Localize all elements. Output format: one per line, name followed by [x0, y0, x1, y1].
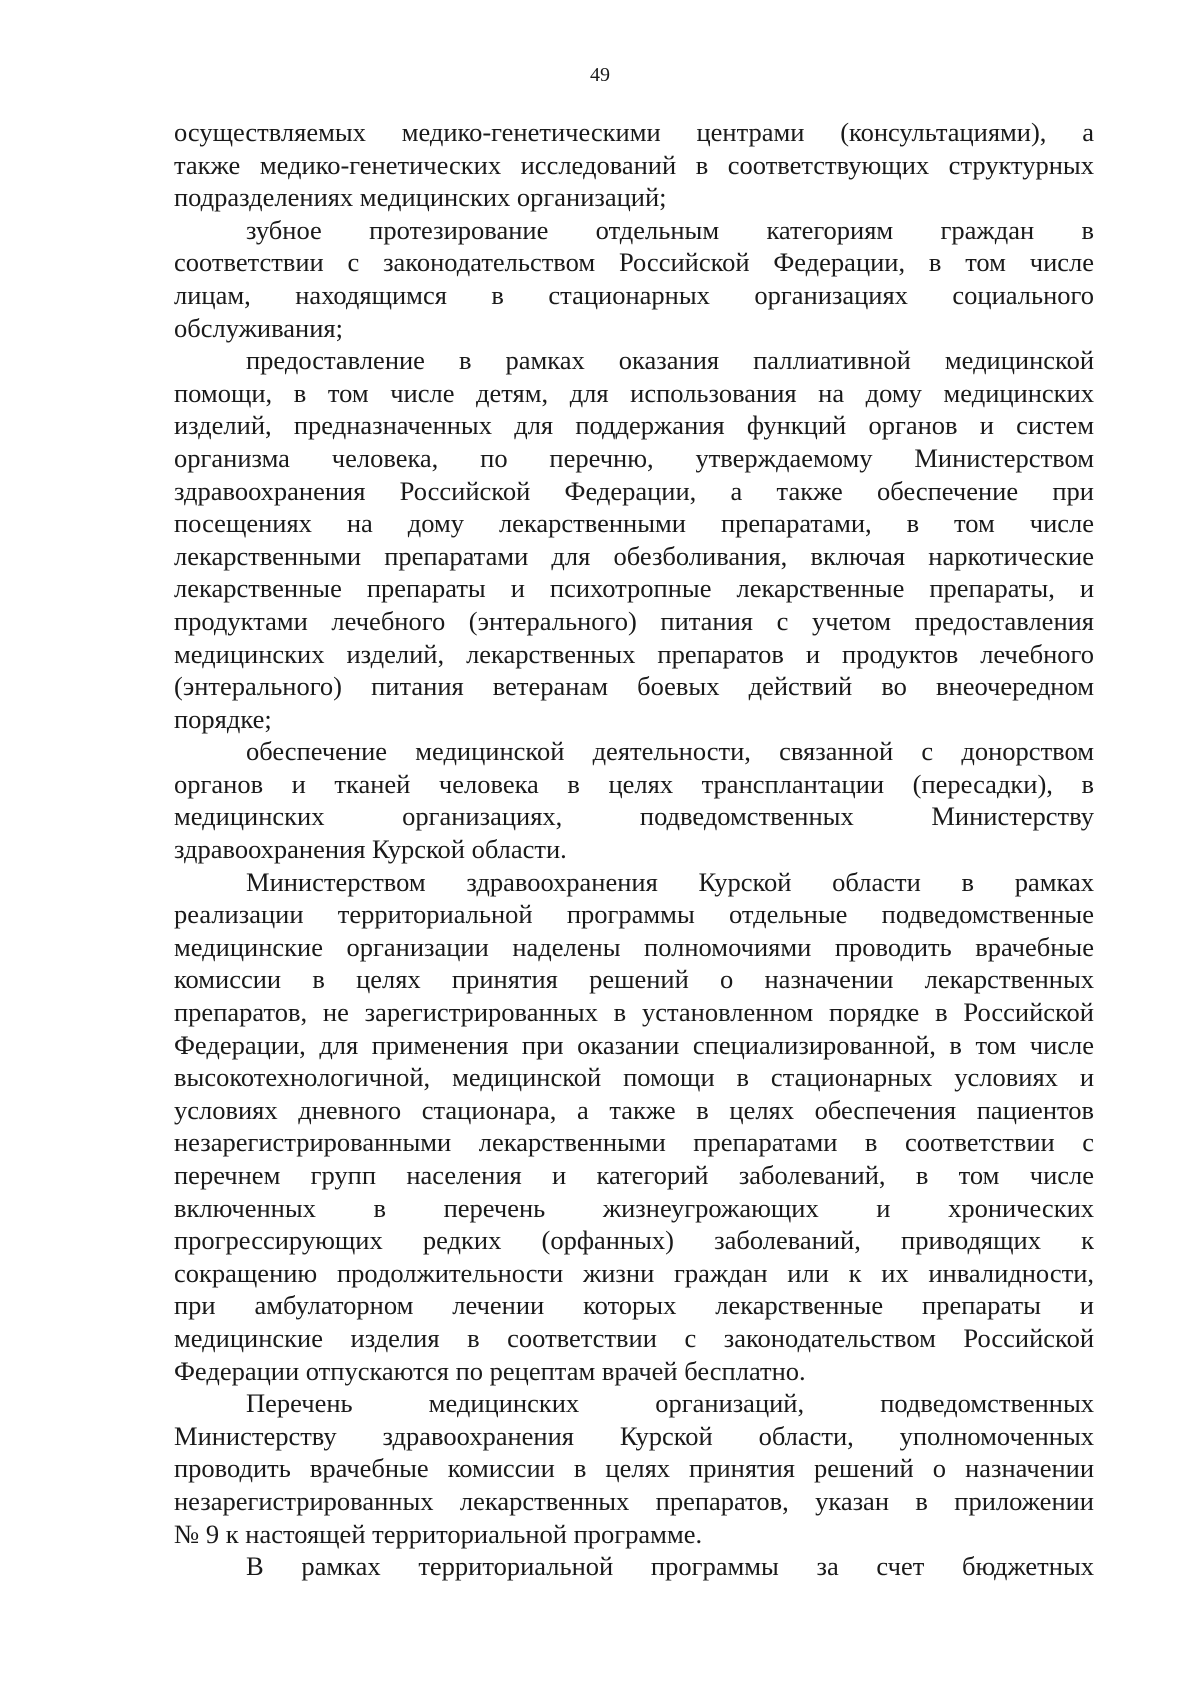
text-line: реализации территориальной программы отдельные подведомственные	[174, 899, 1094, 930]
text-line: органов и тканей человека в целях трансплантации (пересадки), в	[174, 768, 1094, 799]
text-line: Министерством здравоохранения Курской области в рамках	[246, 866, 1094, 897]
text-line: препаратов, не зарегистрированных в установленном порядке в Российской	[174, 997, 1094, 1028]
text-line: здравоохранения Российской Федерации, а также обеспечение при	[174, 475, 1094, 506]
text-line: комиссии в целях принятия решений о назначении лекарственных	[174, 964, 1094, 995]
text-line: здравоохранения Курской области.	[174, 834, 567, 865]
text-line: при амбулаторном лечении которых лекарственные препараты и	[174, 1290, 1094, 1321]
text-line: лекарственными препаратами для обезболивания, включая наркотические	[174, 540, 1094, 571]
text-line: сокращению продолжительности жизни граждан или к их инвалидности,	[174, 1257, 1094, 1288]
text-line: медицинские организации наделены полномочиями проводить врачебные	[174, 931, 1094, 962]
text-line: перечнем групп населения и категорий заболеваний, в том числе	[174, 1160, 1094, 1190]
text-line: прогрессирующих редких (орфанных) заболеваний, приводящих к	[174, 1225, 1094, 1256]
text-line: изделий, предназначенных для поддержания функций органов и систем	[174, 410, 1094, 441]
text-line: обслуживания;	[174, 312, 343, 343]
text-line: посещениях на дому лекарственными препаратами, в том числе	[174, 508, 1094, 539]
text-line: незарегистрированными лекарственными препаратами в соответствии с	[174, 1127, 1094, 1158]
text-line: Федерации отпускаются по рецептам врачей бесплатно.	[174, 1355, 806, 1386]
text-line: лицам, находящимся в стационарных организациях социального	[174, 279, 1094, 310]
text-line: В рамках территориальной программы за счет бюджетных	[246, 1551, 1094, 1582]
text-line: незарегистрированных лекарственных препаратов, указан в приложении	[174, 1485, 1094, 1516]
text-line: медицинских изделий, лекарственных препаратов и продуктов лечебного	[174, 638, 1094, 669]
page-number: 49	[590, 64, 610, 86]
text-line: помощи, в том числе детям, для использования на дому медицинских	[174, 377, 1094, 408]
body-text	[174, 116, 1094, 1583]
text-line: соответствии с законодательством Российской Федерации, в том числе	[174, 247, 1094, 278]
text-line: предоставление в рамках оказания паллиативной медицинской	[246, 345, 1094, 376]
text-line: зубное протезирование отдельным категориям граждан в	[246, 214, 1094, 245]
text-line: № 9 к настоящей территориальной программе.	[174, 1518, 703, 1549]
text-line: Федерации, для применения при оказании специализированной, в том числе	[174, 1029, 1094, 1060]
text-line: медицинских организациях, подведомственных Министерству	[174, 801, 1094, 832]
text-line: порядке;	[174, 703, 272, 734]
text-line: включенных в перечень жизнеугрожающих и хронических	[174, 1192, 1094, 1223]
text-line: медицинские изделия в соответствии с законодательством Российской	[174, 1322, 1094, 1353]
text-line: (энтерального) питания ветеранам боевых действий во внеочередном	[174, 671, 1094, 702]
text-line: осуществляемых медико-генетическими центрами (консультациями), а	[174, 117, 1094, 147]
text-line: лекарственные препараты и психотропные лекарственные препараты, и	[174, 573, 1094, 604]
text-line: организма человека, по перечню, утверждаемому Министерством	[174, 442, 1094, 473]
text-line: обеспечение медицинской деятельности, связанной с донорством	[246, 736, 1094, 767]
text-line: подразделениях медицинских организаций;	[174, 182, 667, 213]
text-line: высокотехнологичной, медицинской помощи в стационарных условиях и	[174, 1062, 1094, 1093]
text-line: Министерству здравоохранения Курской области, уполномоченных	[174, 1420, 1094, 1451]
text-line: также медико-генетических исследований в соответствующих структурных	[174, 149, 1094, 180]
text-line: продуктами лечебного (энтерального) питания с учетом предоставления	[174, 605, 1094, 636]
text-line: условиях дневного стационара, а также в целях обеспечения пациентов	[174, 1094, 1094, 1125]
text-line: Перечень медицинских организаций, подведомственных	[246, 1388, 1094, 1419]
text-line: проводить врачебные комиссии в целях принятия решений о назначении	[174, 1453, 1094, 1484]
